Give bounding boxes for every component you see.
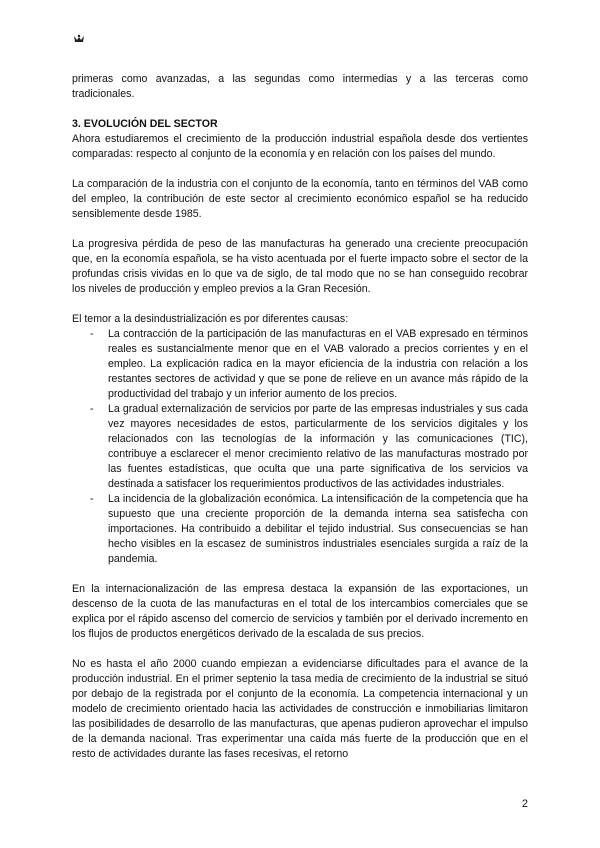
list-item-text: La gradual externalización de servicios por parte de las empresas industriales y sus cada vez mayores necesidades de estos, particularmente de los servicios digitales y los relacionados con las tecnologías de la información y las comunicaciones (TIC), contribuye a esclarecer el menor crecimiento relativo de las manufacturas mostrado por las fuentes estadísticas, que oculta que una parte significativa de los servicios va destinada a satisfacer los requerimientos productivos de las actividades industriales. — [108, 403, 528, 490]
paragraph: Ahora estudiaremos el crecimiento de la producción industrial española desde dos vertientes comparadas: respecto al conjunto de la economía y en relación con los países del mundo. — [72, 133, 528, 160]
header-logo-icon — [73, 34, 85, 44]
list-item — [72, 327, 528, 402]
list-item-text: La incidencia de la globalización económica. La intensificación de la competencia que ha supuesto que una creciente proporción de la demanda interna sea satisfecha con importaciones. Ha contribuido a debilitar el tejido industrial. Sus consecuencias se han hecho visibles en la escasez de suministros industriales esenciales surgida a raíz de la pandemia. — [108, 493, 528, 565]
bullet-dash: - — [90, 328, 94, 340]
page-number: 2 — [521, 798, 528, 810]
paragraph: La comparación de la industria con el conjunto de la economía, tanto en términos del VAB como del empleo, la contribución de este sector al crecimiento económico español se ha reducido sensiblemente desde 1985. — [72, 178, 528, 220]
section-heading: 3. EVOLUCIÓN DEL SECTOR — [72, 118, 218, 130]
bullet-dash: - — [90, 493, 94, 505]
page-content — [72, 72, 528, 777]
paragraph: La progresiva pérdida de peso de las manufacturas ha generado una creciente preocupación que, en la economía española, se ha visto acentuada por el fuerte impacto sobre el sector de la profundas crisis vividas en lo que va de siglo, de tal modo que no se han conseguido recobrar los niveles de producción y empleo previos a la Gran Recesión. — [72, 238, 528, 295]
causes-list — [72, 327, 528, 567]
list-item — [72, 492, 528, 567]
intro-continuation: primeras como avanzadas, a las segundas como intermedias y a las terceras como tradicionales. — [72, 73, 528, 100]
list-item-text: La contracción de la participación de las manufacturas en el VAB expresado en términos reales es sustancialmente menor que en el VAB valorado a precios corrientes y en el empleo. La explicación radica en la mayor eficiencia de la industria con relación a los restantes sectores de actividad y que se pone de relieve en un avance más rápido de la productividad del trabajo y un inferior aumento de los precios. — [108, 328, 528, 400]
list-item — [72, 402, 528, 492]
paragraph: No es hasta el año 2000 cuando empiezan a evidenciarse dificultades para el avance de la producción industrial. En el primer septenio la tasa media de crecimiento de la industrial se situó por debajo de la registrada por el conjunto de la economía. La competencia internacional y un modelo de crecimiento orientado hacia las actividades de construcción e inmobiliarias limitaron las posibilidades de desarrollo de las manufacturas, que apenas pudieron aprovechar el impulso de la demanda nacional. Tras experimentar una caída más fuerte de la producción que en el resto de actividades durante las fases recesivas, el retorno — [72, 658, 528, 760]
paragraph: El temor a la desindustrialización es por diferentes causas: — [72, 313, 349, 325]
bullet-dash: - — [90, 403, 94, 415]
paragraph: En la internacionalización de las empresa destaca la expansión de las exportaciones, un descenso de la cuota de las manufacturas en el total de los intercambios comerciales que se explica por el rápido ascenso del comercio de servicios y también por el derivado incremento en los flujos de productos energéticos derivado de la escalada de sus precios. — [72, 583, 528, 640]
